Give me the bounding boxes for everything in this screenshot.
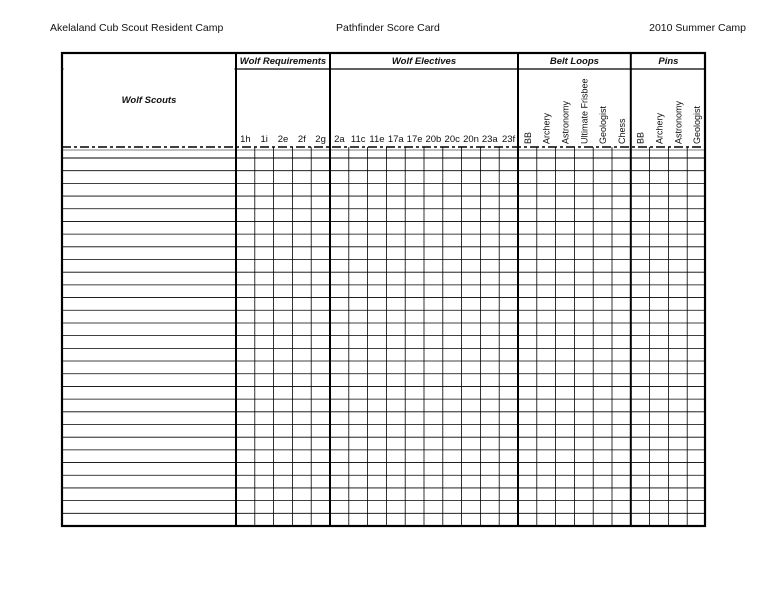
group-label-0: Wolf Requirements — [239, 56, 327, 67]
column-label: Astronomy — [673, 100, 684, 144]
wolf-scouts-label: Wolf Scouts — [121, 95, 177, 106]
column-label: 11c — [350, 134, 366, 145]
column-label: 23a — [481, 134, 498, 145]
column-label: 11e — [369, 134, 385, 145]
column-label: BB — [635, 131, 646, 144]
group-label-1: Wolf Electives — [391, 56, 457, 67]
column-label: BB — [522, 131, 533, 144]
table-border — [62, 53, 705, 526]
column-label: Geologist — [692, 105, 703, 144]
column-label: 2e — [277, 134, 289, 145]
column-label: 23f — [501, 134, 516, 145]
column-label: 2f — [297, 134, 306, 145]
column-label: 17a — [387, 134, 404, 145]
column-label: Archery — [654, 112, 665, 144]
column-label: 20n — [463, 134, 479, 145]
column-label: 1i — [260, 134, 268, 145]
camp-name: Akelaland Cub Scout Resident Camp — [50, 22, 224, 34]
camp-season: 2010 Summer Camp — [649, 22, 746, 34]
column-label: 20c — [444, 134, 460, 145]
column-label: Archery — [541, 112, 552, 144]
column-label: 2a — [334, 134, 345, 145]
column-label: Chess — [616, 118, 627, 144]
column-label: 17e — [406, 134, 423, 145]
card-title: Pathfinder Score Card — [336, 22, 440, 34]
column-label: Geologist — [598, 105, 609, 144]
column-label: 20b — [425, 134, 442, 145]
group-label-2: Belt Loops — [549, 56, 599, 67]
column-label: 1h — [240, 134, 251, 145]
group-label-3: Pins — [658, 56, 679, 67]
column-label: 2g — [315, 134, 326, 145]
column-label: Astronomy — [560, 100, 571, 144]
column-label: Ultimate Frisbee — [579, 78, 590, 144]
